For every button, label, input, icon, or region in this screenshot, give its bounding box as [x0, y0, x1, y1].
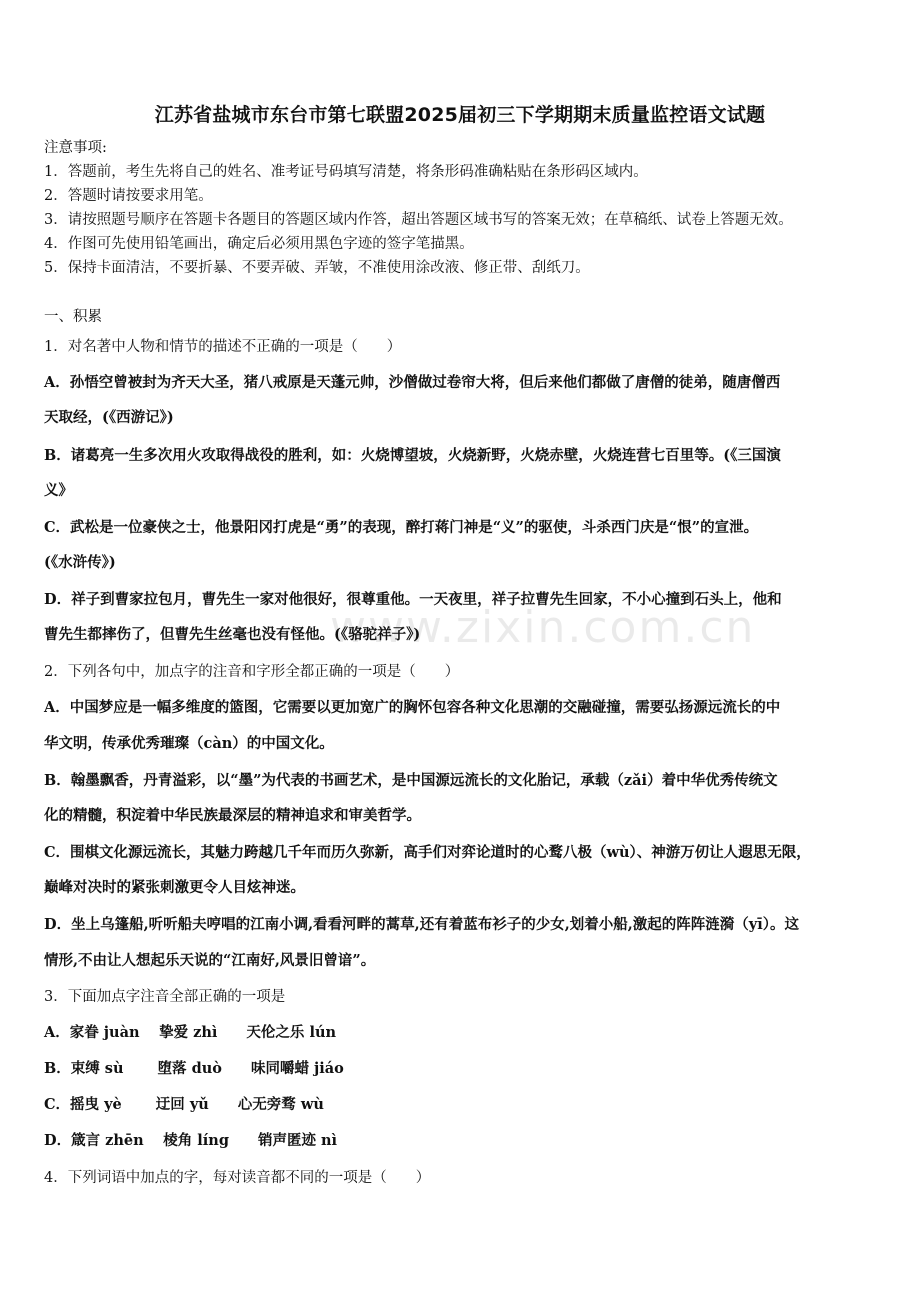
q2-option-c: C．围棋文化源远流长，其魅力跨越几千年而历久弥新，高手们对弈论道时的心鹜八极（wù）、神游万仞让人遐思无限，: [44, 844, 811, 861]
q3-option-b: B．束缚 sù 堕落 duò 味同嚼蜡 jiáo: [44, 1060, 344, 1077]
q1-option-a-cont: 天取经，(《西游记》): [44, 409, 174, 426]
note-item: 5．保持卡面清洁，不要折暴、不要弄破、弄皱，不准使用涂改液、修正带、刮纸刀。: [44, 260, 590, 276]
q3-option-d: D．箴言 zhēn 棱角 líng 销声匿迹 nì: [44, 1132, 338, 1149]
q3-stem: 3．下面加点字注音全部正确的一项是: [44, 989, 286, 1005]
q1-option-a: A．孙悟空曾被封为齐天大圣，猪八戒原是天蓬元帅，沙僧做过卷帘大将，但后来他们都做了唐僧的徒弟，随唐僧西: [44, 374, 781, 391]
note-item: 2．答题时请按要求用笔。: [44, 188, 213, 204]
notes-heading: 注意事项:: [44, 140, 107, 156]
q2-option-a: A．中国梦应是一幅多维度的篮图，它需要以更加宽广的胸怀包容各种文化思潮的交融碰撞，需要弘扬源远流长的中: [44, 699, 781, 716]
q2-stem: 2．下列各句中，加点字的注音和字形全都正确的一项是（ ）: [44, 664, 460, 680]
watermark: www.zixin.com.cn: [330, 602, 756, 653]
q1-option-c: C．武松是一位豪侠之士，他景阳冈打虎是“勇”的表现，醉打蒋门神是“义”的驱使，斗杀西门庆是“恨”的宣泄。: [44, 519, 759, 536]
q4-stem: 4．下列词语中加点的字，每对读音都不同的一项是（ ）: [44, 1170, 431, 1186]
note-item: 4．作图可先使用铅笔画出，确定后必须用黑色字迹的签字笔描黑。: [44, 236, 474, 252]
q1-option-b-cont: 义》: [44, 482, 73, 499]
page-title: 江苏省盐城市东台市第七联盟2025届初三下学期期末质量监控语文试题: [154, 104, 766, 126]
q3-option-c: C．摇曳 yè 迂回 yǔ 心无旁骛 wù: [44, 1096, 324, 1113]
q2-option-d-cont: 情形,不由让人想起乐天说的“江南好,风景旧曾谙”。: [44, 952, 376, 969]
note-item: 3．请按照题号顺序在答题卡各题目的答题区域内作答，超出答题区域书写的答案无效；在草稿纸、试卷上答题无效。: [44, 212, 793, 228]
note-item: 1．答题前，考生先将自己的姓名、准考证号码填写清楚，将条形码准确粘贴在条形码区域内。: [44, 164, 648, 180]
q1-option-d: D．祥子到曹家拉包月，曹先生一家对他很好，很尊重他。一天夜里，祥子拉曹先生回家，不小心撞到石头上，他和: [44, 591, 782, 608]
q2-option-b-cont: 化的精髓，积淀着中华民族最深层的精神追求和审美哲学。: [44, 807, 421, 824]
q3-option-a: A．家眷 juàn 挚爱 zhì 天伦之乐 lún: [44, 1024, 337, 1041]
q1-option-c-cont: (《水浒传》): [44, 554, 116, 571]
q2-option-a-cont: 华文明，传承优秀璀璨（càn）的中国文化。: [44, 735, 334, 752]
q2-option-b: B．翰墨飘香，丹青溢彩，以“墨”为代表的书画艺术，是中国源远流长的文化胎记，承载（zǎi）着中华优秀传统文: [44, 772, 778, 789]
section-heading: 一、积累: [44, 309, 102, 325]
q1-option-d-cont: 曹先生都摔伤了，但曹先生丝毫也没有怪他。(《骆驼祥子》): [44, 626, 421, 643]
q1-stem: 1．对名著中人物和情节的描述不正确的一项是（ ）: [44, 339, 402, 355]
q2-option-d: D．坐上乌篷船,听听船夫哼唱的江南小调,看看河畔的蒿草,还有着蓝布衫子的少女,划着小船,激起的阵阵涟漪（yī）。这: [44, 916, 799, 933]
q2-option-c-cont: 巅峰对决时的紧张刺激更令人目炫神迷。: [44, 879, 305, 896]
q1-option-b: B．诸葛亮一生多次用火攻取得战役的胜利，如：火烧博望坡，火烧新野，火烧赤壁，火烧连营七百里等。(《三国演: [44, 447, 781, 464]
